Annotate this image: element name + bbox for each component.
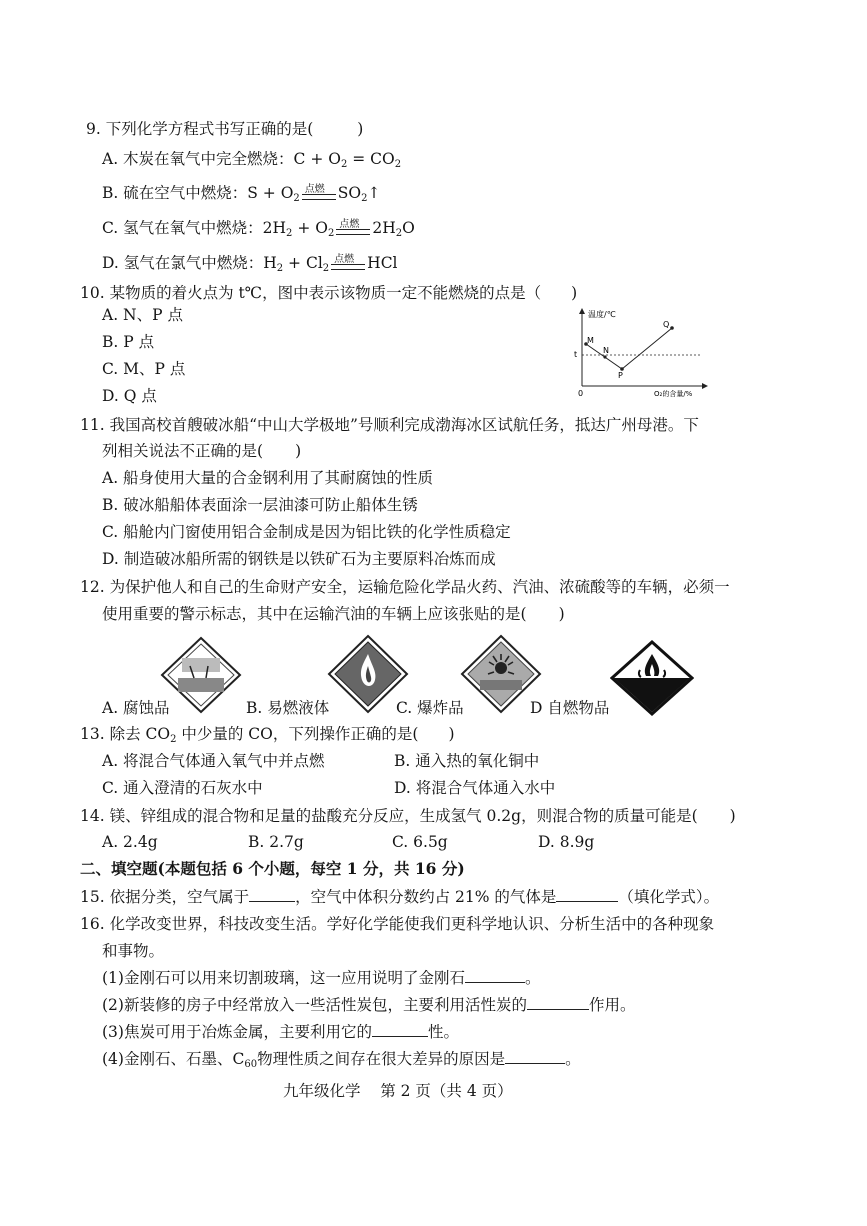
q13-option-b: B. 通入热的氧化铜中	[394, 752, 540, 770]
q11-option-c: C. 船舱内门窗使用铝合金制成是因为铝比铁的化学性质稳定	[102, 523, 511, 541]
corrosive-sign-icon	[160, 636, 242, 714]
q9-stem: 9. 下列化学方程式书写正确的是( )	[86, 120, 364, 138]
q16-stem-line1: 16. 化学改变世界，科技改变生活。学好化学能使我们更科学地认识、分析生活中的各种现象	[80, 915, 715, 933]
q16-part-2: (2)新装修的房子中经常放入一些活性炭包，主要利用活性炭的 作用。	[102, 996, 636, 1014]
q14-option-d: D. 8.9g	[538, 833, 595, 851]
q12-option-a: A. 腐蚀品	[102, 699, 170, 717]
q16-blank-1	[465, 968, 525, 983]
t-label: t	[574, 350, 578, 359]
q11-stem-line1: 11. 我国高校首艘破冰船“中山大学极地”号顺利完成渤海冰区试航任务，抵达广州母港。下	[80, 416, 699, 434]
q11-option-b: B. 破冰船船体表面涂一层油漆可防止船体生锈	[102, 496, 418, 514]
q16-part-4: (4)金刚石、石墨、$C_{60}$物理性质之间存在很大差异的原因是 。	[102, 1050, 581, 1070]
q12-option-b: B. 易燃液体	[246, 699, 330, 717]
origin-label: 0	[578, 389, 584, 398]
q14-option-a: A. 2.4g	[102, 833, 158, 851]
point-q	[670, 326, 674, 330]
q12-option-c: C. 爆炸品	[396, 699, 464, 717]
q16-part-3: (3)焦炭可用于冶炼金属，主要利用它的 性。	[102, 1023, 459, 1041]
q10-option-b: B. P 点	[102, 333, 155, 351]
q10-option-c: C. M、P 点	[102, 360, 186, 378]
q11-option-a: A. 船身使用大量的合金钢利用了其耐腐蚀的性质	[102, 469, 434, 487]
q15-blank-2	[556, 887, 618, 902]
q14-option-c: C. 6.5g	[392, 833, 448, 851]
q9-option-b: B. 硫在空气中燃烧：$S + O_2$ 点燃 $SO_2↑$	[102, 184, 381, 204]
x-axis-label: O₂的含量/%	[654, 390, 693, 398]
q16-blank-4	[505, 1049, 565, 1064]
q16-part-1: (1)金刚石可以用来切割玻璃，这一应用说明了金刚石 。	[102, 969, 541, 987]
q15-stem: 15. 依据分类，空气属于 ，空气中体积分数约占 21% 的气体是 （填化学式）。	[80, 888, 720, 906]
q16-stem-line2: 和事物。	[102, 942, 165, 960]
q16-blank-2	[527, 995, 589, 1010]
y-axis-label: 温度/℃	[588, 310, 616, 319]
point-n	[603, 355, 606, 358]
point-q-label: Q	[663, 320, 670, 329]
q16-blank-3	[372, 1022, 428, 1037]
q13-option-a: A. 将混合气体通入氧气中并点燃	[102, 752, 325, 770]
page-footer: 九年级化学 第 2 页（共 4 页）	[283, 1082, 513, 1100]
q11-option-d: D. 制造破冰船所需的钢铁是以铁矿石为主要原料冶炼而成	[102, 550, 496, 568]
q10-option-a: A. N、P 点	[102, 306, 183, 324]
q15-blank-1	[249, 887, 295, 902]
q14-option-b: B. 2.7g	[248, 833, 304, 851]
point-p-label: P	[618, 371, 623, 380]
point-n-label: N	[603, 346, 609, 355]
q13-option-d: D. 将混合气体通入水中	[394, 779, 556, 797]
q13-option-c: C. 通入澄清的石灰水中	[102, 779, 263, 797]
x-axis-arrow	[702, 383, 708, 389]
q10-stem: 10. 某物质的着火点为 t℃，图中表示该物质一定不能燃烧的点是（ )	[80, 284, 578, 302]
q10-option-d: D. Q 点	[102, 387, 157, 405]
q12-stem-line1: 12. 为保护他人和自己的生命财产安全，运输危险化学品火药、汽油、浓硫酸等的车辆，必须一	[80, 578, 730, 596]
curve	[586, 328, 672, 369]
q12-option-d: D 自燃物品	[530, 699, 610, 717]
section-heading-fill-in: 二、填空题(本题包括 6 个小题，每空 1 分，共 16 分)	[80, 859, 465, 878]
y-axis-arrow	[579, 308, 585, 314]
q13-stem: 13. 除去 $CO_2$ 中少量的 CO，下列操作正确的是( )	[80, 725, 455, 745]
temperature-oxygen-graph	[560, 306, 710, 400]
q9-option-d: D. 氢气在氯气中燃烧：$H_2 + Cl_2$ 点燃 HCl	[102, 254, 398, 274]
point-m-label: M	[587, 336, 594, 345]
spontaneous-combustion-sign-icon	[610, 640, 694, 716]
q11-stem-line2: 列相关说法不正确的是( )	[102, 442, 302, 460]
q14-stem: 14. 镁、锌组成的混合物和足量的盐酸充分反应，生成氢气 0.2g，则混合物的质量可能是( )	[80, 807, 736, 825]
q12-stem-line2: 使用重要的警示标志，其中在运输汽油的车辆上应该张贴的是( )	[102, 605, 565, 623]
q9-option-c: C. 氢气在氧气中燃烧：$2H_2 + O_2$ 点燃 $2H_2O$	[102, 219, 415, 239]
q9-option-a: A. 木炭在氧气中完全燃烧：$C + O_2 = CO_2$	[102, 150, 402, 170]
